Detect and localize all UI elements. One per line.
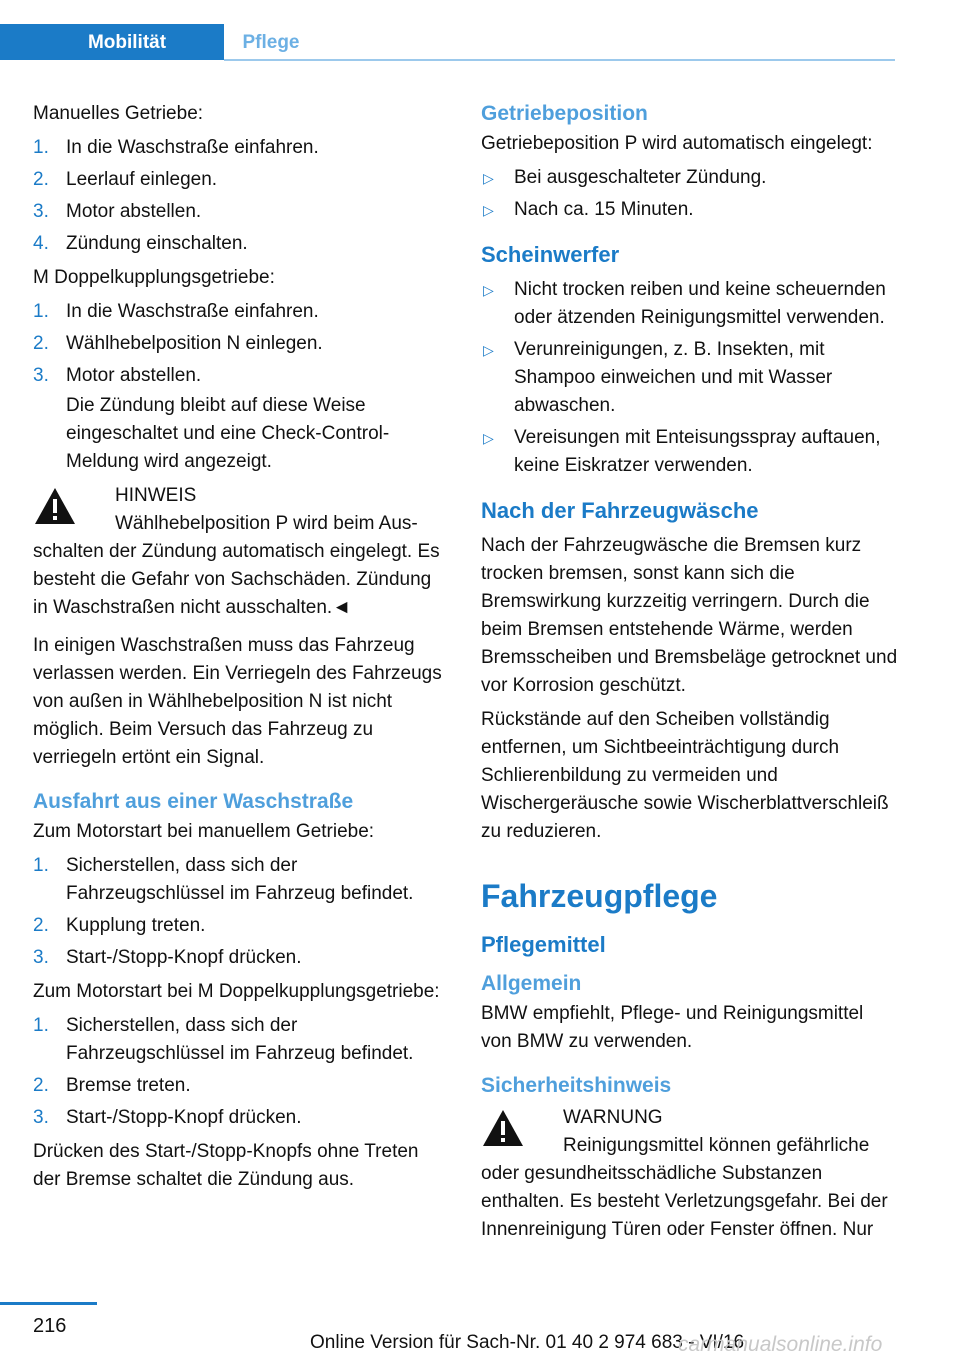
list-item <box>33 944 449 972</box>
scheinwerfer-heading: Scheinwerfer <box>481 242 620 267</box>
triangle-bullet-icon: ▷ <box>483 170 494 186</box>
list-item <box>33 330 449 358</box>
triangle-bullet-icon: ▷ <box>483 342 494 358</box>
dkg-steps-list <box>33 298 449 476</box>
notice-first-line: Wählhebelposition P wird beim Aus- <box>115 513 418 534</box>
page-number: 216 <box>33 1315 67 1337</box>
step-number: 3. <box>33 1107 49 1128</box>
nach-der-fahrzeugwaesche-heading: Nach der Fahrzeugwäsche <box>481 498 759 523</box>
notice-title: WARNUNG <box>563 1107 663 1128</box>
step-number: 1. <box>33 301 49 322</box>
ausfahrt-manual-intro: Zum Motorstart bei manuellem Getriebe: <box>33 821 375 842</box>
allgemein-heading: Allgemein <box>481 972 582 995</box>
list-item <box>481 196 899 224</box>
ausfahrt-dkg-list <box>33 1012 449 1132</box>
step-text: Sicherstellen, dass sich der Fahrzeugschlüssel im Fahrzeug befindet. <box>66 1015 414 1064</box>
step-number: 3. <box>33 947 49 968</box>
item-text: Vereisungen mit Enteisungsspray auftauen, keine Eiskratzer verwenden. <box>514 427 881 476</box>
step-text: Leerlauf einlegen. <box>66 169 218 190</box>
step-number: 2. <box>33 1075 49 1096</box>
nach-paragraph-2: Rückstände auf den Scheiben vollständig entfernen, um Sichtbeeinträchtigung durch Schlierenbildung zu vermeiden und Wischergeräusche sowie Wischerblattverschleiß zu reduzieren. <box>481 709 889 842</box>
online-version-text: Online Version für Sach-Nr. 01 40 2 974 683 - VI/16 <box>310 1332 745 1353</box>
left-column <box>33 100 449 1200</box>
list-item <box>481 424 899 480</box>
hinweis-notice <box>33 482 449 622</box>
triangle-bullet-icon: ▷ <box>483 282 494 298</box>
getriebe-intro: Getriebeposition P wird automatisch eingelegt: <box>481 133 873 154</box>
warning-triangle-icon <box>481 1108 525 1148</box>
getriebe-heading: Getriebeposition <box>481 102 648 125</box>
step-number: 2. <box>33 915 49 936</box>
step-number: 3. <box>33 365 49 386</box>
step-text: Start-/Stopp-Knopf drücken. <box>66 947 302 968</box>
list-item <box>33 166 449 194</box>
step-text: Kupplung treten. <box>66 915 206 936</box>
step-text: Motor abstellen. <box>66 365 202 386</box>
step-number: 4. <box>33 233 49 254</box>
fahrzeugpflege-heading: Fahrzeugpflege <box>481 878 718 914</box>
step-number: 1. <box>33 137 49 158</box>
watermark: carmanualsonline.info <box>678 1333 883 1356</box>
step-text: In die Waschstraße einfahren. <box>66 137 319 158</box>
step-number: 3. <box>33 201 49 222</box>
step-text: Motor abstellen. <box>66 201 202 222</box>
list-item <box>33 198 449 226</box>
step-number: 2. <box>33 333 49 354</box>
step-text: Wählhebelposition N einlegen. <box>66 333 323 354</box>
waschstrasse-paragraph: In einigen Waschstraßen muss das Fahrzeug verlassen werden. Ein Verriegeln des Fahrzeugs von außen in Wählhebelposition N ist nicht möglich. Beim Versuch das Fahrzeug zu verriegeln ertönt ein Signal. <box>33 635 442 768</box>
dkg-intro: M Doppelkupplungsgetriebe: <box>33 267 275 288</box>
manual-steps-list <box>33 134 449 258</box>
list-item <box>33 362 449 476</box>
list-item <box>33 852 449 908</box>
step-text: Bremse treten. <box>66 1075 191 1096</box>
notice-body: oder gesundheitsschädliche Substanzen enthalten. Es besteht Verletzungsgefahr. Bei der Innenreinigung Türen oder Fenster öffnen. Nur <box>481 1163 888 1240</box>
pflegemittel-heading: Pflegemittel <box>481 932 606 957</box>
item-text: Verunreinigungen, z. B. Insekten, mit Shampoo einweichen und mit Wasser abwaschen. <box>514 339 833 416</box>
warning-triangle-icon <box>33 486 77 526</box>
list-item <box>33 1072 449 1100</box>
tab-mobilitaet[interactable]: Mobilität <box>0 24 224 60</box>
scheinwerfer-list <box>481 276 899 480</box>
ausfahrt-manual-list <box>33 852 449 972</box>
step-number: 1. <box>33 1015 49 1036</box>
list-item <box>481 276 899 332</box>
step-number: 2. <box>33 169 49 190</box>
tab-pflege[interactable]: Pflege <box>242 32 300 53</box>
ausfahrt-note: Drücken des Start-/Stopp-Knopfs ohne Treten der Bremse schaltet die Zündung aus. <box>33 1141 419 1190</box>
list-item <box>33 298 449 326</box>
step-text: In die Waschstraße einfahren. <box>66 301 319 322</box>
triangle-bullet-icon: ▷ <box>483 202 494 218</box>
step-note: Die Zündung bleibt auf diese Weise eingeschaltet und eine Check-Control-Meldung wird angezeigt. <box>66 395 390 472</box>
header-tabbar <box>0 0 895 62</box>
footer-rule <box>0 1302 97 1305</box>
list-item <box>33 1012 449 1068</box>
item-text: Bei ausgeschalteter Zündung. <box>514 167 767 188</box>
warnung-notice <box>481 1104 899 1244</box>
notice-title: HINWEIS <box>115 485 197 506</box>
notice-first-line: Reinigungsmittel können gefährliche <box>563 1135 870 1156</box>
step-text: Zündung einschalten. <box>66 233 248 254</box>
step-number: 1. <box>33 855 49 876</box>
manual-gearbox-intro: Manuelles Getriebe: <box>33 103 204 124</box>
list-item <box>33 134 449 162</box>
ausfahrt-heading: Ausfahrt aus einer Waschstraße <box>33 790 354 813</box>
item-text: Nicht trocken reiben und keine scheuernden oder ätzenden Reinigungsmittel verwenden. <box>514 279 886 328</box>
list-item <box>481 336 899 420</box>
list-item <box>33 1104 449 1132</box>
allgemein-paragraph: BMW empfiehlt, Pflege- und Reinigungsmittel von BMW zu verwenden. <box>481 1003 864 1052</box>
list-item <box>33 912 449 940</box>
nach-paragraph-1: Nach der Fahrzeugwäsche die Bremsen kurz trocken bremsen, sonst kann sich die Bremswirkung kurzzeitig verringern. Durch die beim Bremsen entstehende Wärme, werden Bremsscheiben und Bremsbeläge getrocknet und vor Korrosion geschützt. <box>481 535 898 696</box>
list-item <box>481 164 899 192</box>
right-column <box>481 100 899 1254</box>
ausfahrt-dkg-intro: Zum Motorstart bei M Doppelkupplungsgetriebe: <box>33 981 440 1002</box>
notice-body: schalten der Zündung automatisch eingelegt. Es besteht die Gefahr von Sachschäden. Zündung in Waschstraßen nicht ausschalten.◄ <box>33 541 440 618</box>
tab-divider <box>224 59 895 61</box>
step-text: Start-/Stopp-Knopf drücken. <box>66 1107 302 1128</box>
step-text: Sicherstellen, dass sich der Fahrzeugschlüssel im Fahrzeug befindet. <box>66 855 414 904</box>
list-item <box>33 230 449 258</box>
item-text: Nach ca. 15 Minuten. <box>514 199 694 220</box>
triangle-bullet-icon: ▷ <box>483 430 494 446</box>
getriebe-list <box>481 164 899 224</box>
sicherheitshinweis-heading: Sicherheitshinweis <box>481 1074 672 1097</box>
